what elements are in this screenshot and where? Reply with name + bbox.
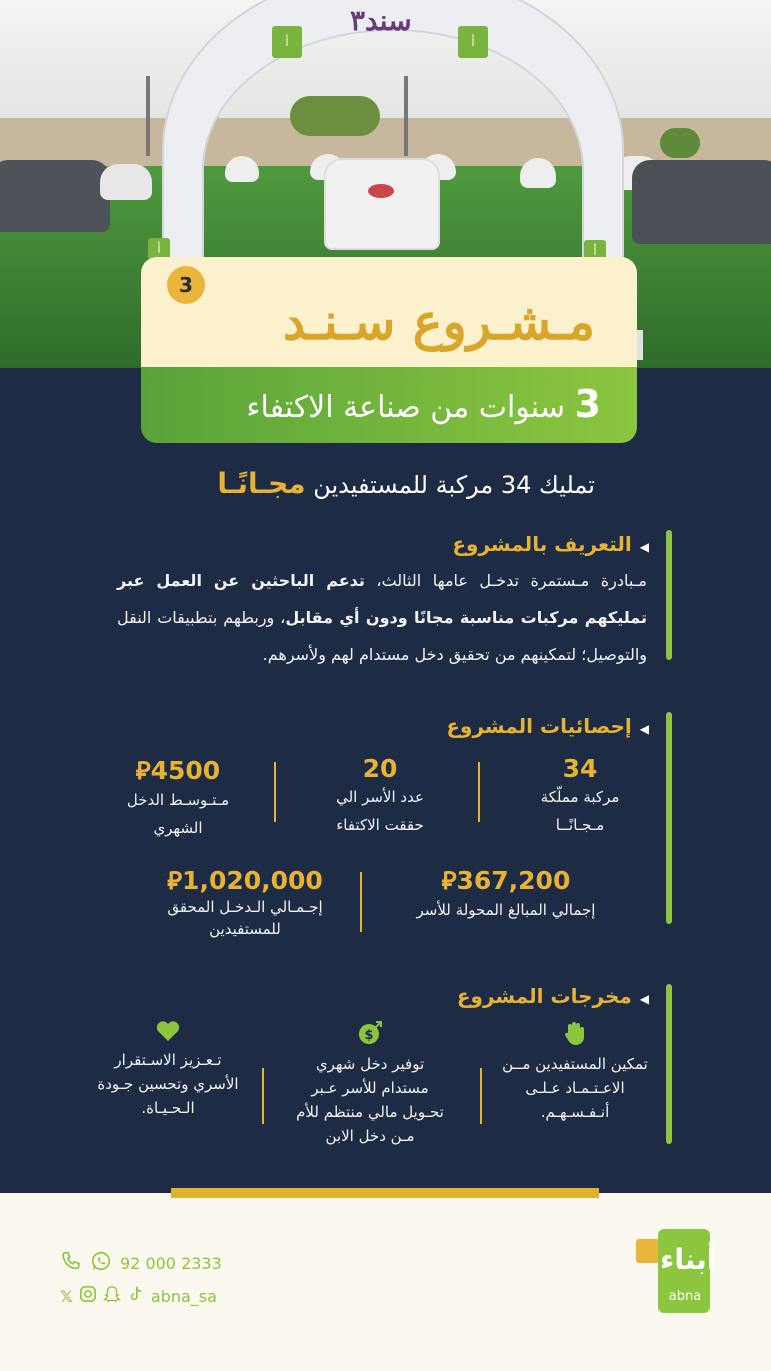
x-icon: 𝕏 — [60, 1286, 73, 1306]
social-handle[interactable] — [60, 1285, 217, 1307]
hand-icon — [498, 1020, 652, 1046]
riyal-icon: ⃁ — [441, 866, 457, 895]
snapchat-icon — [103, 1285, 121, 1307]
outcomes-heading: ◀مخرجات المشروع — [456, 984, 649, 1008]
contact-phone[interactable] — [60, 1250, 222, 1276]
phone-number: 92 000 2333 — [120, 1253, 222, 1273]
subtitle — [246, 382, 601, 426]
triangle-bullet-icon: ◀ — [639, 722, 649, 736]
stat-divider — [274, 762, 276, 822]
stats-heading: ◀إحصائيات المشروع — [446, 714, 649, 738]
outcomes-section-bar — [666, 984, 672, 1144]
phone-icon — [60, 1250, 82, 1276]
headline-prefix: تمليك 34 مركبة للمستفيدين — [313, 471, 595, 499]
intro-text: مـبادرة مـستمرة تدخـل عامها الثالث، تدعم الباحثين عن العمل عبر تمليكهم مركبات مناسبة مجانًا ودون أي مقابل، وربطهم بتطبيقات النقل والتوصيل؛ لتمكينهم من تحقيق دخل مستدام لهم ولأسرهم. — [117, 571, 647, 664]
money-growth-icon — [290, 1020, 450, 1046]
instagram-icon — [79, 1285, 97, 1307]
stat-divider — [478, 762, 480, 822]
stat-avg-income: ⃁4500 مـتـوسـط الدخل الشهري — [126, 756, 230, 837]
arch-logo-icon: ﺃ — [458, 26, 488, 58]
title-badge: 3 — [167, 266, 205, 304]
svg-text:$: $ — [364, 1028, 374, 1043]
riyal-icon: ⃁ — [135, 756, 151, 785]
outcome-divider — [480, 1068, 482, 1124]
footer-accent-line — [171, 1188, 599, 1198]
subtitle-text: سنوات من صناعة الاكتفاء — [246, 390, 565, 425]
page-title: مـشـروع سـنـد — [282, 292, 595, 351]
stat-families: 20 عدد الأسر الي حققت الاكتفاء — [336, 754, 424, 834]
whatsapp-icon — [90, 1250, 112, 1276]
riyal-icon: ⃁ — [167, 866, 183, 895]
handle-text: abna_sa — [150, 1286, 217, 1306]
outcome-empowerment: تمكين المستفيدين مــن الاعـتـمـاد عـلـى أنـفـسـهـم. — [498, 1020, 652, 1124]
outcome-income: $ توفير دخل شهري مستدام للأسر عـبر تحـويل مالي منتظم للأم مـن دخل الابن — [290, 1020, 450, 1148]
stats-section-bar — [666, 712, 672, 924]
arch-logo-icon: ﺃ — [584, 240, 606, 262]
stat-total-income: ⃁1,020,000 إجـمـالي الـدخـل المحقق للمستفيدين — [167, 866, 323, 938]
outcome-stability: تـعـزيز الاسـتقرار الأسري وتحسين جـودة الـحـيـاة. — [92, 1020, 244, 1120]
heart-icon — [92, 1020, 244, 1042]
intro-section-bar — [666, 530, 672, 660]
headline — [217, 467, 595, 500]
subtitle-number: 3 — [574, 382, 601, 426]
stat-vehicles: 34 مركبة مملّكة مـجـانًــا — [540, 754, 620, 834]
abna-logo: أبناء abna — [636, 1229, 712, 1313]
stat-transferred: ⃁367,200 إجمالي المبالغ المحولة للأسر — [416, 866, 596, 919]
headline-free: مجـانًـا — [217, 467, 306, 500]
arch-logo-icon: ﺃ — [272, 26, 302, 58]
triangle-bullet-icon: ◀ — [639, 540, 649, 554]
arch-label: سند٣ — [350, 4, 412, 37]
tiktok-icon — [127, 1285, 145, 1307]
outcome-divider — [262, 1068, 264, 1124]
intro-heading: ◀التعريف بالمشروع — [452, 532, 649, 556]
triangle-bullet-icon: ◀ — [639, 992, 649, 1006]
arch-logo-icon: ﺃ — [148, 238, 170, 260]
stat-divider — [360, 872, 362, 932]
